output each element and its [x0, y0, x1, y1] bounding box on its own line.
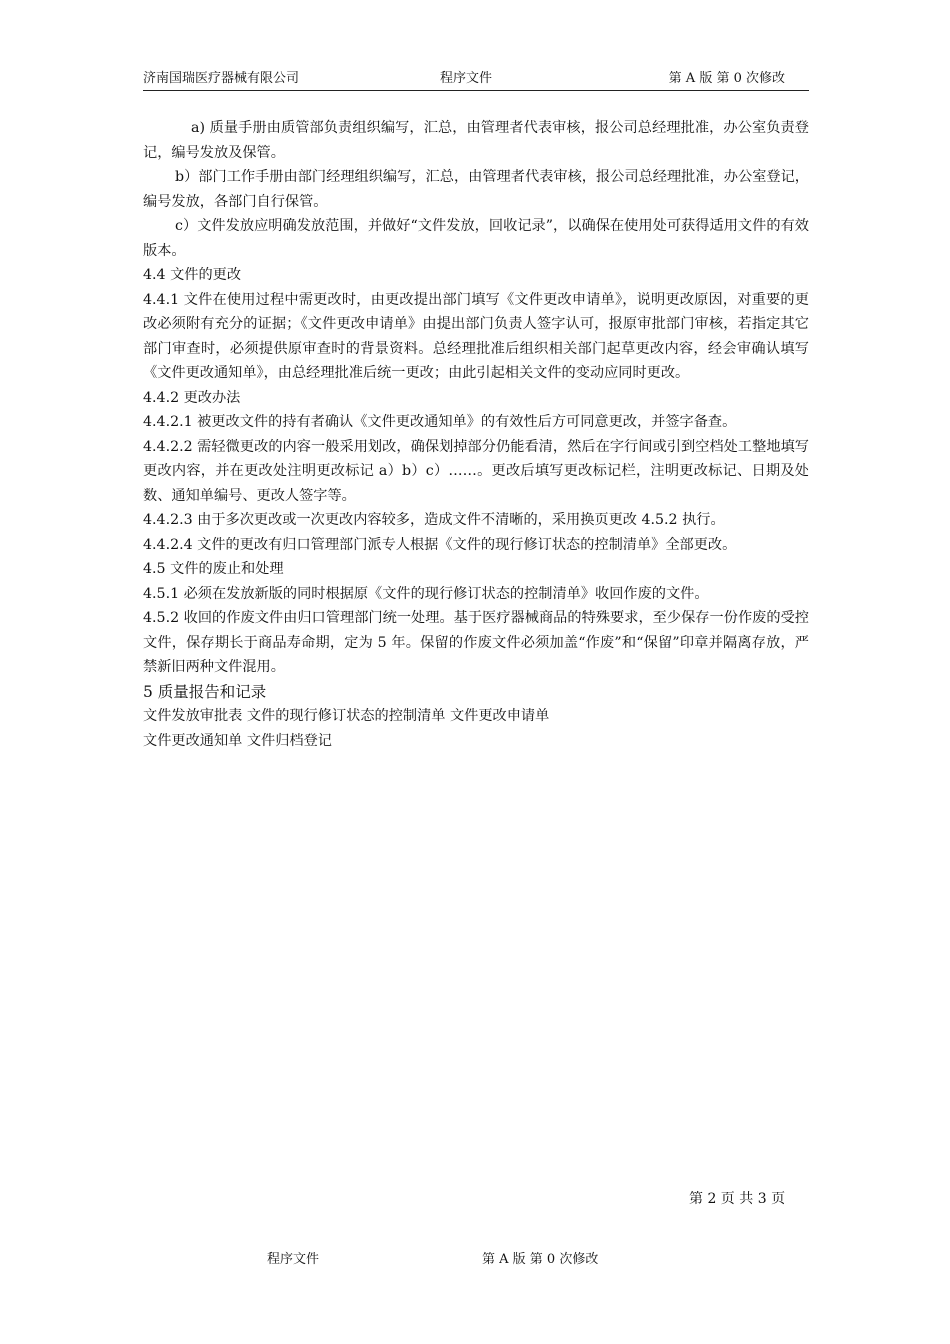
clause-4-4-1: 4.4.1 文件在使用过程中需更改时，由更改提出部门填写《文件更改申请单》，说明更改原因，对重要的更改必须附有充分的证据；《文件更改申请单》由提出部门负责人签字认可，报原审批部门审核，若指定其它部门审查时，必须提供原审查时的背景资料。总经理批准后组织相关部门起草更改内容，经会审确认填写《文件更改通知单》，由总经理批准后统一更改；由此引起相关文件的变动应同时更改。: [143, 291, 809, 381]
document-type: 程序文件: [440, 71, 493, 86]
footer-version-info: 第 A 版 第 0 次修改: [482, 1252, 599, 1267]
records-list-line-1: 文件发放审批表 文件的现行修订状态的控制清单 文件更改申请单: [143, 708, 550, 724]
document-body: [143, 116, 809, 753]
section-heading-4-5: 4.5 文件的废止和处理: [143, 561, 284, 577]
clause-4-4-2-2: 4.4.2.2 需轻微更改的内容一般采用划改，确保划掉部分仍能看清，然后在字行间或引到空档处工整地填写更改内容，并在更改处注明更改标记 a）b）c）……。更改后填写更改标记栏，注明更改标记、日期及处数、通知单编号、更改人签字等。: [143, 438, 809, 504]
clause-4-4-2-1: 4.4.2.1 被更改文件的持有者确认《文件更改通知单》的有效性后方可同意更改，并签字备查。: [143, 414, 737, 430]
section-heading-4-4: 4.4 文件的更改: [143, 267, 242, 283]
paragraph-a: a) 质量手册由质管部负责组织编写，汇总，由管理者代表审核，报公司总经理批准，办公室负责登记，编号发放及保管。: [143, 120, 809, 161]
paragraph-b: b）部门工作手册由部门经理组织编写，汇总，由管理者代表审核，报公司总经理批准，办公室登记，编号发放，各部门自行保管。: [143, 169, 809, 210]
footer-document-type: 程序文件: [267, 1252, 320, 1267]
paragraph-c: c）文件发放应明确发放范围，并做好“文件发放，回收记录”，以确保在使用处可获得适用文件的有效版本。: [143, 218, 809, 259]
clause-4-4-2-4: 4.4.2.4 文件的更改有归口管理部门派专人根据《文件的现行修订状态的控制清单》全部更改。: [143, 536, 737, 553]
records-list-line-2: 文件更改通知单 文件归档登记: [143, 732, 332, 749]
clause-4-5-2: 4.5.2 收回的作废文件由归口管理部门统一处理。基于医疗器械商品的特殊要求，至少保存一份作废的受控文件，保存期长于商品寿命期，定为 5 年。保留的作废文件必须加盖“作废”和“保留”印章并隔离存放，严禁新旧两种文件混用。: [143, 610, 809, 675]
section-heading-5: 5 质量报告和记录: [143, 682, 267, 701]
clause-4-4-2-3: 4.4.2.3 由于多次更改或一次更改内容较多，造成文件不清晰的，采用换页更改 4.5.2 执行。: [143, 512, 725, 528]
page-number: 第 2 页 共 3 页: [689, 1191, 786, 1207]
clause-4-5-1: 4.5.1 必须在发放新版的同时根据原《文件的现行修订状态的控制清单》收回作废的文件。: [143, 585, 709, 602]
company-name: 济南国瑞医疗器械有限公司: [143, 71, 300, 86]
page-header: [143, 70, 809, 91]
section-heading-4-4-2: 4.4.2 更改办法: [143, 389, 241, 406]
version-info: 第 A 版 第 0 次修改: [668, 71, 785, 86]
